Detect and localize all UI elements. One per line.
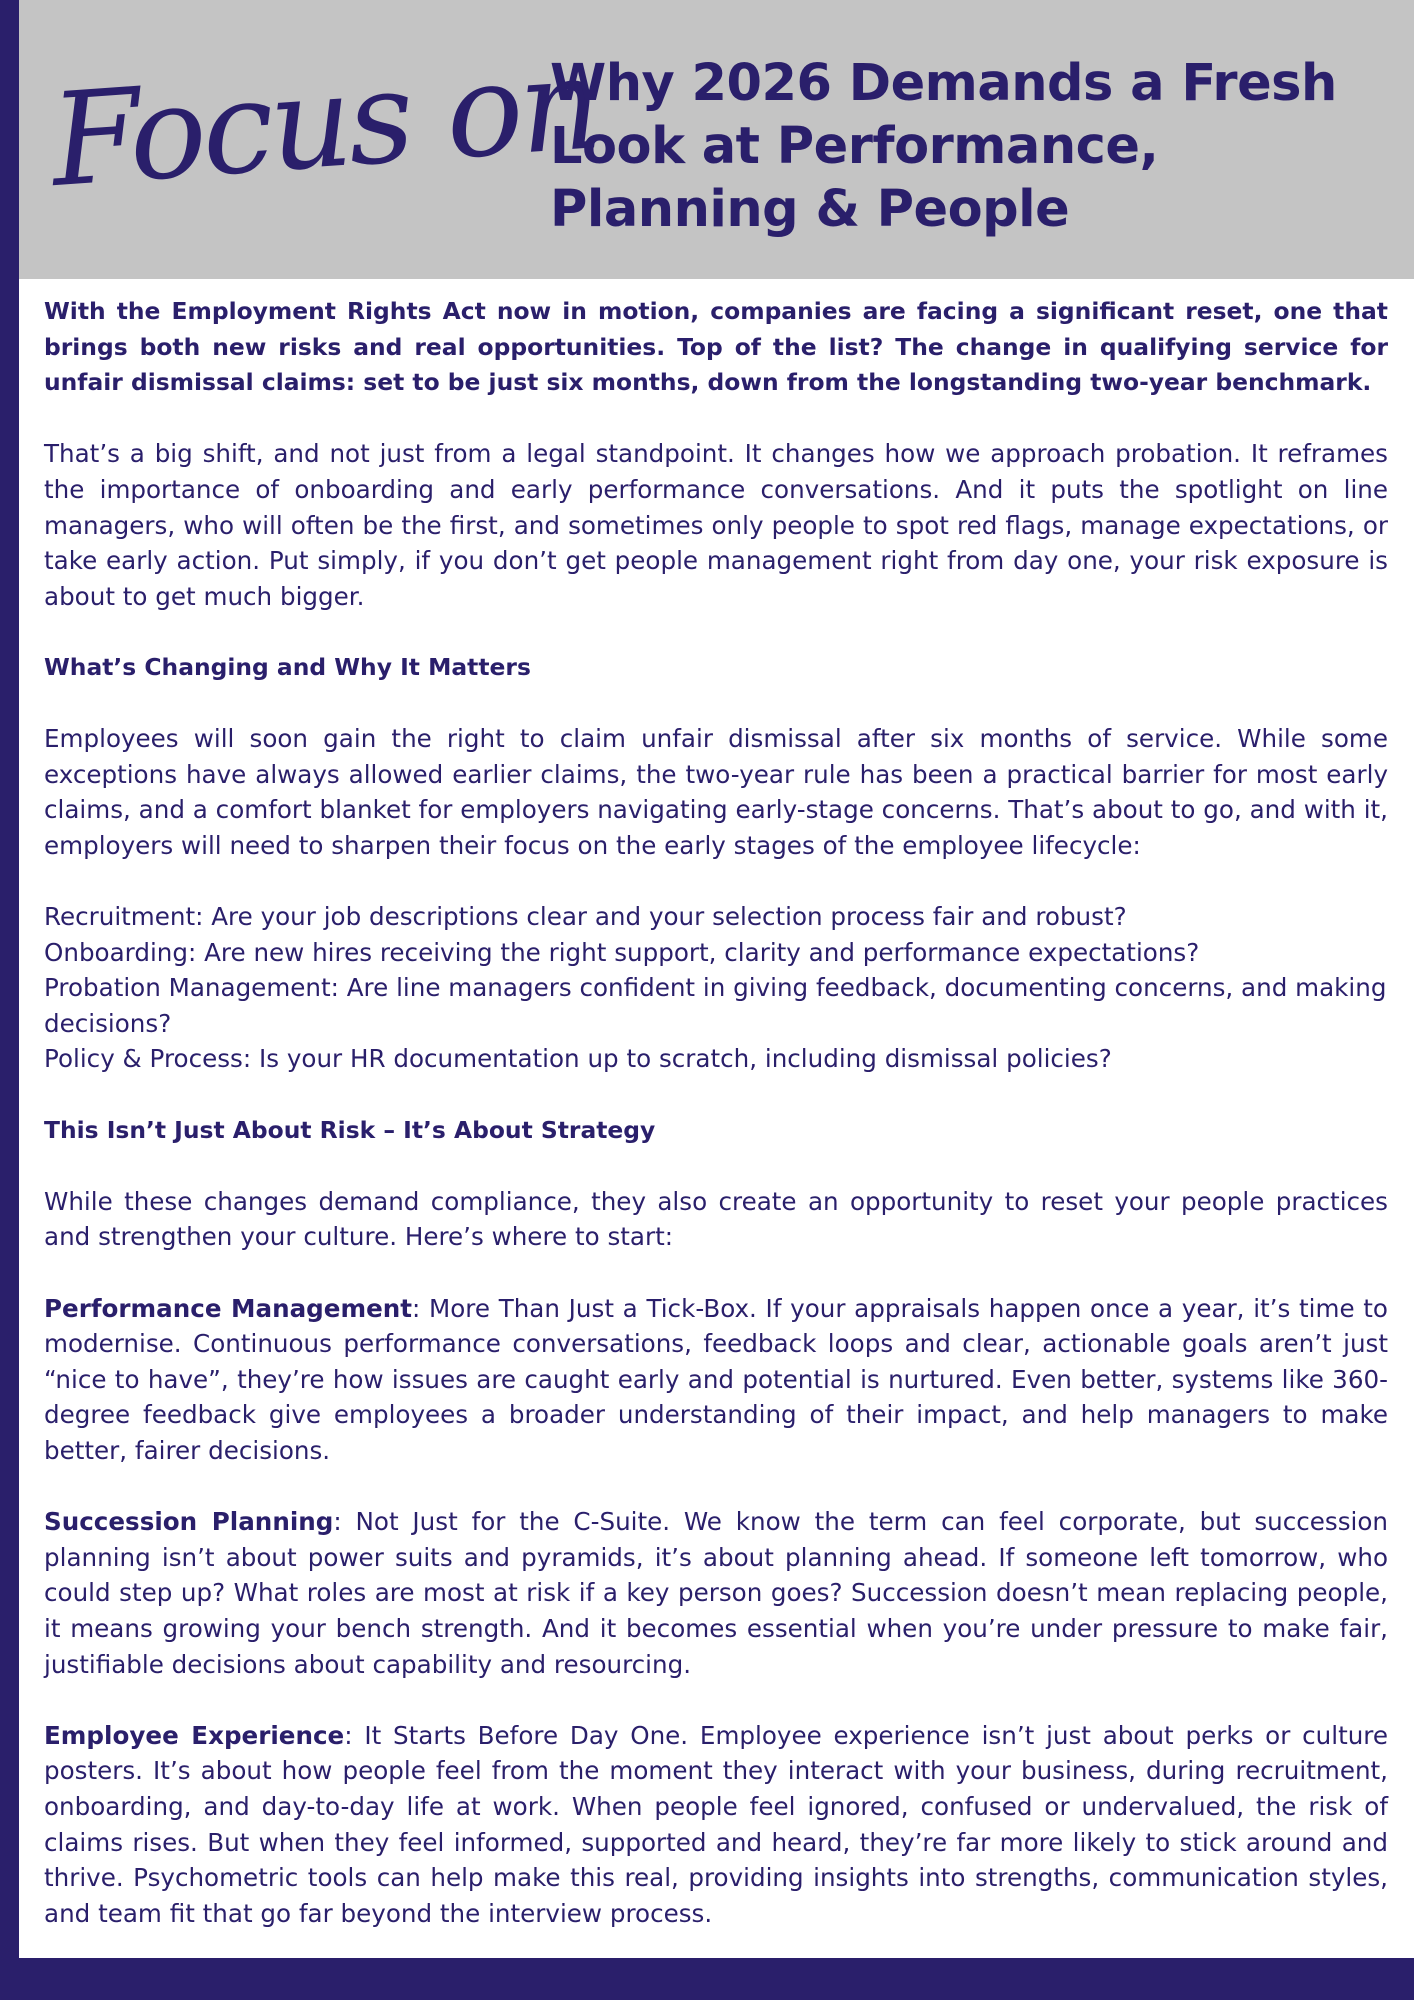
section-heading-changing: What’s Changing and Why It Matters: [44, 652, 531, 681]
succession-planning-paragraph: [44, 1504, 1388, 1682]
performance-management-text: : More Than Just a Tick-Box. If your appraisals happen once a year, it’s time to modernise. Continuous performance conversations, feedback loops and clear, actionable goals aren’t just “nice to have”, they’re how issues are caught early and potential is nurtured. Even better, systems like 360-degree feedback give employees a broader understanding of their impact, and help managers to make better, fairer decisions.: [44, 1293, 1388, 1465]
succession-planning-title: Succession Planning: [44, 1507, 334, 1537]
list-item: Policy & Process: Is your HR documentation up to scratch, including dismissal policies?: [44, 1044, 1112, 1074]
script-title-text: Focus on: [46, 29, 603, 217]
lifecycle-list: [44, 899, 1388, 1077]
header-banner: [19, 0, 1414, 279]
intro-paragraph: With the Employment Rights Act now in motion, companies are facing a significant reset, one that brings both new risks and real opportunities. Top of the list? The change in qualifying service for unfair dismissal claims: set to be just six months, down from the longstanding two-year benchmark.: [44, 297, 1388, 397]
section-heading-strategy: This Isn’t Just About Risk – It’s About Strategy: [44, 1115, 656, 1144]
succession-planning-text: : Not Just for the C-Suite. We know the term can feel corporate, but succession planning isn’t about power suits and pyramids, it’s about planning ahead. If someone left tomorrow, who could step up? What roles are most at risk if a key person goes? Succession doesn’t mean replacing people, it means growing your bench strength. And it becomes essential when you’re under pressure to make fair, justifiable decisions about capability and resourcing.: [44, 1507, 1388, 1679]
list-item: Probation Management: Are line managers confident in giving feedback, documenting concerns, and making decisions?: [44, 973, 1387, 1038]
changing-paragraph: Employees will soon gain the right to claim unfair dismissal after six months of service. While some exceptions have always allowed earlier claims, the two-year rule has been a practical barrier for most early claims, and a comfort blanket for employers navigating early-stage concerns. That’s about to go, and with it, employers will need to sharpen their focus on the early stages of the employee lifecycle:: [44, 724, 1388, 860]
employee-experience-paragraph: [44, 1718, 1388, 1932]
shift-paragraph: That’s a big shift, and not just from a legal standpoint. It changes how we approach probation. It reframes the importance of onboarding and early performance conversations. And it puts the spotlight on line managers, who will often be the first, and sometimes only people to spot red flags, manage expectations, or take early action. Put simply, if you don’t get people management right from day one, your risk exposure is about to get much bigger.: [44, 439, 1388, 611]
headline-line-2: Look at Performance,: [550, 117, 1159, 176]
headline-line-3: Planning & People: [550, 180, 1070, 239]
performance-management-title: Performance Management: [44, 1293, 413, 1323]
bottom-accent-bar: [0, 1958, 1414, 2000]
article-body: [44, 294, 1388, 1967]
strategy-paragraph: While these changes demand compliance, they also create an opportunity to reset your people practices and strengthen your culture. Here’s where to start:: [44, 1186, 1388, 1252]
left-accent-bar: [0, 0, 19, 2000]
employee-experience-title: Employee Experience: [44, 1720, 345, 1750]
script-title: [39, 10, 603, 240]
list-item: Onboarding: Are new hires receiving the right support, clarity and performance expectations?: [44, 937, 1200, 967]
page-title: [550, 52, 1390, 241]
script-title-svg: [39, 10, 603, 240]
performance-management-paragraph: [44, 1291, 1388, 1469]
employee-experience-text: : It Starts Before Day One. Employee experience isn’t just about perks or culture posters. It’s about how people feel from the moment they interact with your business, during recruitment, onboarding, and day-to-day life at work. When people feel ignored, confused or undervalued, the risk of claims rises. But when they feel informed, supported and heard, they’re far more likely to stick around and thrive. Psychometric tools can help make this real, providing insights into strengths, communication styles, and team fit that go far beyond the interview process.: [44, 1720, 1388, 1928]
list-item: Recruitment: Are your job descriptions clear and your selection process fair and robust?: [44, 902, 1127, 932]
headline-line-1: Why 2026 Demands a Fresh: [550, 54, 1337, 113]
